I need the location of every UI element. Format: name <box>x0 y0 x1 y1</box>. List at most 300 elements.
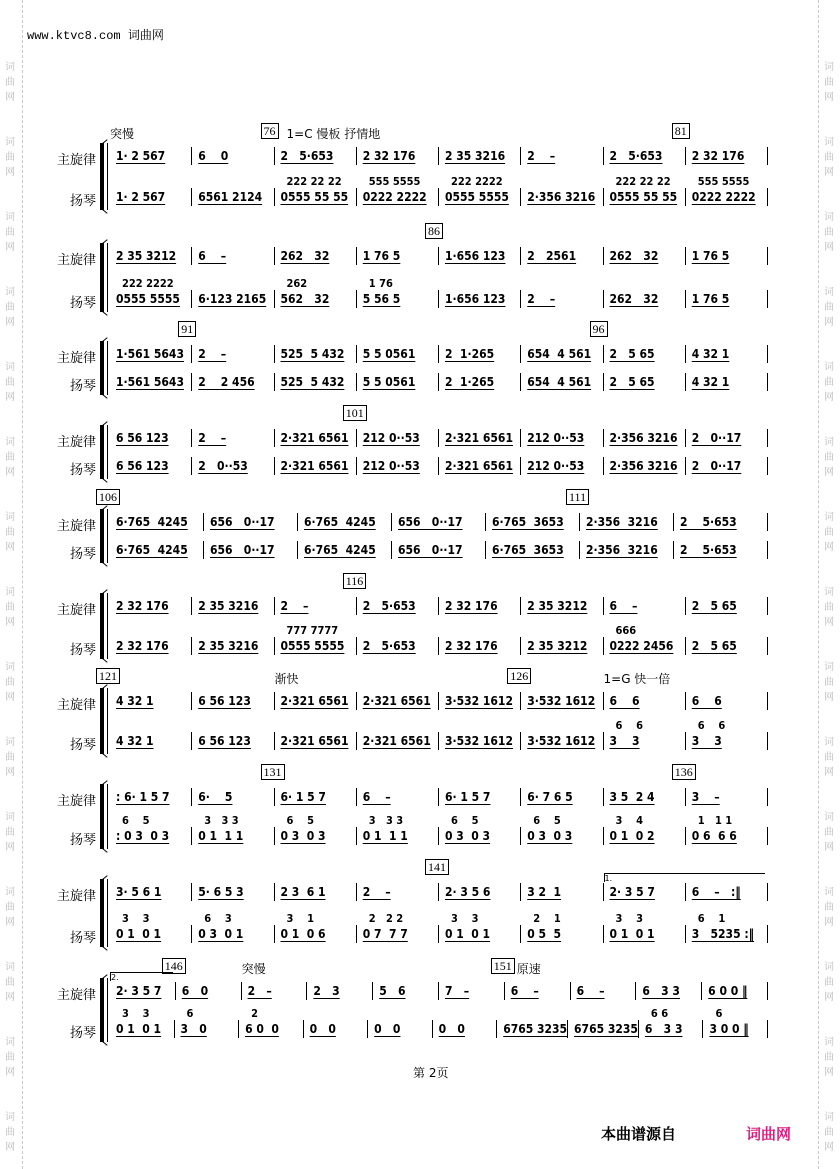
note-group: 5 5 0561 <box>362 347 416 361</box>
note-group: 2 5·653 <box>280 149 334 163</box>
measure <box>686 912 768 943</box>
measure <box>604 429 686 447</box>
staff-label-main: 主旋律 <box>56 794 96 809</box>
measure <box>439 912 521 943</box>
measure <box>192 597 274 615</box>
measure <box>604 883 686 901</box>
measure <box>521 814 603 845</box>
measure <box>110 883 192 901</box>
measure <box>486 513 580 531</box>
measure <box>192 788 274 806</box>
measure <box>686 373 768 391</box>
chord-notes: 2 1 <box>533 912 561 925</box>
watermark-text: 词曲网 <box>824 962 834 1003</box>
note-group: 3 0 <box>180 1022 207 1036</box>
staff-label-main: 主旋律 <box>56 988 96 1003</box>
chord-notes: 3 3 3 <box>368 814 404 827</box>
left-margin-line <box>22 0 23 1169</box>
note-group: 5 5 0561 <box>362 375 416 389</box>
note-group: 6· 5 <box>198 790 233 804</box>
measure <box>439 637 521 655</box>
measure <box>521 912 603 943</box>
measure <box>275 345 357 363</box>
note-group: 2· 3 5 7 <box>609 885 655 899</box>
staff-main-melody <box>110 247 768 265</box>
measure <box>686 692 768 710</box>
measure <box>176 982 242 1000</box>
measure <box>674 513 768 531</box>
measure <box>275 624 357 655</box>
measure <box>486 541 580 559</box>
note-group: 6·765 3653 <box>492 543 564 557</box>
watermark-text: 词曲网 <box>5 662 15 703</box>
chord-notes: 6 3 <box>204 912 232 925</box>
note-group: 656 0··17 <box>398 515 463 529</box>
measure <box>110 637 192 655</box>
note-group: 0 5 5 <box>527 927 562 941</box>
measure <box>521 637 603 655</box>
chord-notes: 3 3 <box>122 1007 150 1020</box>
staff-main-melody <box>110 788 768 806</box>
measure <box>686 814 768 845</box>
note-group: 0222 2222 <box>362 190 427 204</box>
note-group: 5 56 5 <box>362 292 401 306</box>
staff-yangqin <box>110 175 768 206</box>
chord-notes: 6 5 <box>122 814 150 827</box>
note-group: 2 5·653 <box>362 599 416 613</box>
measure <box>357 692 439 710</box>
staff-yangqin <box>110 912 768 943</box>
watermark-text: 词曲网 <box>5 212 15 253</box>
rehearsal-mark: 116 <box>343 573 367 589</box>
chord-notes: 222 22 22 <box>615 175 671 188</box>
measure <box>298 513 392 531</box>
measure <box>357 788 439 806</box>
note-group: 1 76 5 <box>691 249 730 263</box>
watermark-text: 词曲网 <box>824 212 834 253</box>
rehearsal-mark: 81 <box>672 123 690 139</box>
measure <box>604 345 686 363</box>
watermark-text: 词曲网 <box>5 512 15 553</box>
measure <box>521 147 603 165</box>
measure <box>686 345 768 363</box>
note-group: 2 2561 <box>527 249 577 263</box>
measure <box>110 277 192 308</box>
tempo-marking: 突慢 <box>241 962 266 976</box>
system-barline <box>107 784 108 849</box>
measure <box>439 982 505 1000</box>
measure <box>275 429 357 447</box>
measure <box>571 982 637 1000</box>
note-group: 5· 6 5 3 <box>198 885 244 899</box>
measure <box>521 788 603 806</box>
staff-yangqin <box>110 373 768 391</box>
measure <box>686 290 768 308</box>
note-group: 0 0 <box>438 1022 465 1036</box>
measure <box>604 247 686 265</box>
note-group: 3 3 <box>691 734 722 748</box>
measure <box>192 883 274 901</box>
watermark-text: 词曲网 <box>824 662 834 703</box>
chord-notes: 222 2222 <box>451 175 503 188</box>
measure <box>110 814 192 845</box>
chord-notes: 3 3 <box>615 912 644 925</box>
note-group: 2·321 6561 <box>280 734 349 748</box>
tempo-marking: 1=C 慢板 抒情地 <box>286 127 381 141</box>
measure <box>275 247 357 265</box>
rehearsal-mark: 136 <box>672 764 696 780</box>
measure <box>521 692 603 710</box>
measure <box>497 1020 568 1038</box>
measure <box>521 597 603 615</box>
note-group: 6 0 0 ‖ <box>708 984 748 998</box>
chord-notes: 6 1 <box>697 912 726 925</box>
measure <box>686 247 768 265</box>
staff-label-main: 主旋律 <box>56 435 96 450</box>
note-group: 6 – <box>198 249 227 263</box>
note-group: 656 0··17 <box>398 543 463 557</box>
note-group: 3 3 <box>609 734 640 748</box>
note-group: 3· 5 6 1 <box>116 885 162 899</box>
note-group: 656 0··17 <box>210 543 275 557</box>
note-group: 262 32 <box>609 249 659 263</box>
rehearsal-mark: 146 <box>162 958 186 974</box>
note-group: 3 5235 :‖ <box>691 927 755 941</box>
note-group: 2·356 3216 <box>586 515 658 529</box>
measure <box>686 429 768 447</box>
note-group: 3·532 1612 <box>527 734 596 748</box>
note-group: 2 35 3216 <box>198 599 259 613</box>
note-group: 2 35 3212 <box>116 249 177 263</box>
chord-notes: 3 3 3 <box>204 814 239 827</box>
note-group: 6 – <box>609 599 638 613</box>
measure <box>242 982 308 1000</box>
note-group: 2·321 6561 <box>362 694 431 708</box>
staff-main-melody <box>110 883 768 901</box>
measure <box>110 513 204 531</box>
watermark-text: 词曲网 <box>824 887 834 928</box>
watermark-text: 词曲网 <box>824 362 834 403</box>
measure <box>192 188 274 206</box>
note-group: 2·321 6561 <box>280 694 349 708</box>
note-group: 525 5 432 <box>280 375 345 389</box>
system-barline <box>107 425 108 479</box>
chord-notes: 3 1 <box>286 912 315 925</box>
note-group: 2 5 65 <box>691 599 737 613</box>
note-group: 2·321 6561 <box>445 459 513 473</box>
system-bracket <box>100 688 104 754</box>
note-group: 0 7 7 7 <box>362 927 408 941</box>
system-bracket <box>100 143 104 210</box>
note-group: 0 3 0 3 <box>445 829 491 843</box>
watermark-text: 词曲网 <box>824 437 834 478</box>
system-barline <box>107 143 108 210</box>
note-group: 6 3 3 <box>642 984 680 998</box>
note-group: 1 76 5 <box>362 249 401 263</box>
note-group: 2 5 65 <box>609 375 655 389</box>
note-group: 6 56 123 <box>116 431 169 445</box>
measure <box>604 290 686 308</box>
note-group: 2 – <box>247 984 272 998</box>
chord-notes: 6 6 <box>697 719 726 732</box>
chord-notes: 6 <box>715 1007 723 1020</box>
rehearsal-mark: 96 <box>590 321 608 337</box>
measure <box>674 541 768 559</box>
chord-notes: 2 2 2 <box>368 912 404 925</box>
rehearsal-mark: 126 <box>507 668 531 684</box>
note-group: 212 0··53 <box>362 431 420 445</box>
note-group: 1·656 123 <box>445 249 506 263</box>
note-group: 3·532 1612 <box>445 734 513 748</box>
measure <box>204 513 298 531</box>
measure <box>192 247 274 265</box>
staff-label-yangqin: 扬琴 <box>69 379 96 394</box>
note-group: 0 1 0 6 <box>280 927 326 941</box>
note-group: 2 5 65 <box>609 347 655 361</box>
note-group: 4 32 1 <box>116 694 154 708</box>
watermark-text: 词曲网 <box>824 512 834 553</box>
measure <box>192 345 274 363</box>
watermark-text: 词曲网 <box>5 587 15 628</box>
staff-label-yangqin: 扬琴 <box>69 463 96 478</box>
note-group: 6·123 2165 <box>198 292 267 306</box>
rehearsal-mark: 121 <box>96 668 120 684</box>
staff-label-yangqin: 扬琴 <box>69 296 96 311</box>
measure <box>275 883 357 901</box>
site-url[interactable]: www.ktvc8.com 词曲网 <box>27 29 164 43</box>
note-group: 6 6 <box>691 694 722 708</box>
measure <box>686 719 768 750</box>
note-group: 6561 2124 <box>198 190 263 204</box>
measure <box>357 247 439 265</box>
note-group: 3·532 1612 <box>527 694 596 708</box>
measure <box>686 175 768 206</box>
measure <box>439 429 521 447</box>
staff-yangqin <box>110 814 768 845</box>
system-barline <box>107 509 108 563</box>
chord-notes: 222 2222 <box>122 277 174 290</box>
note-group: 2 35 3216 <box>198 639 259 653</box>
note-group: 6·765 3653 <box>492 515 564 529</box>
measure <box>110 345 192 363</box>
note-group: 0 0 <box>309 1022 336 1036</box>
note-group: 6765 3235 <box>574 1022 638 1036</box>
watermark-text: 词曲网 <box>824 287 834 328</box>
measure <box>686 883 768 901</box>
note-group: 5 6 <box>379 984 406 998</box>
tempo-marking: 原速 <box>516 962 541 976</box>
note-group: 2 – <box>527 149 556 163</box>
note-group: 6 0 <box>181 984 209 998</box>
note-group: 6 3 3 <box>644 1022 683 1036</box>
measure <box>110 692 192 710</box>
measure <box>357 277 439 308</box>
measure <box>439 732 521 750</box>
staff-label-main: 主旋律 <box>56 153 96 168</box>
system-barline <box>107 879 108 947</box>
note-group: 2 32 176 <box>116 599 169 613</box>
note-group: 6 – <box>510 984 539 998</box>
measure <box>204 541 298 559</box>
note-group: 6 – <box>576 984 605 998</box>
measure <box>439 814 521 845</box>
measure <box>298 541 392 559</box>
note-group: 2 35 3216 <box>445 149 506 163</box>
note-group: 2 – <box>527 292 556 306</box>
note-group: 0222 2456 <box>609 639 674 653</box>
rehearsal-mark: 151 <box>491 958 515 974</box>
staff-main-melody <box>110 345 768 363</box>
staff-main-melody <box>110 692 768 710</box>
note-group: 6 0 0 <box>245 1022 279 1036</box>
note-group: 6765 3235 <box>503 1022 568 1036</box>
measure <box>357 457 439 475</box>
system-bracket <box>100 341 104 395</box>
measure <box>275 147 357 165</box>
staff-label-main: 主旋律 <box>56 603 96 618</box>
measure <box>275 912 357 943</box>
rehearsal-mark: 91 <box>178 321 196 337</box>
staff-main-melody <box>110 597 768 615</box>
note-group: 3 – <box>691 790 720 804</box>
note-group: 0555 55 55 <box>280 190 349 204</box>
staff-label-main: 主旋律 <box>56 351 96 366</box>
staff-main-melody <box>110 982 768 1000</box>
measure <box>521 883 603 901</box>
note-group: 2 5·653 <box>680 543 737 557</box>
system-barline <box>107 243 108 312</box>
note-group: 525 5 432 <box>280 347 345 361</box>
note-group: 6· 1 5 7 <box>280 790 326 804</box>
note-group: 4 32 1 <box>691 375 730 389</box>
measure <box>392 541 486 559</box>
note-group: 6 56 123 <box>198 694 251 708</box>
measure <box>521 732 603 750</box>
chord-notes: 1 1 1 <box>697 814 733 827</box>
staff-main-melody <box>110 429 768 447</box>
chord-notes: 222 22 22 <box>286 175 342 188</box>
measure <box>239 1007 304 1038</box>
measure <box>357 883 439 901</box>
chord-notes: 6 5 <box>533 814 561 827</box>
measure <box>110 982 176 1000</box>
note-group: 0 0 <box>374 1022 401 1036</box>
note-group: 656 0··17 <box>210 515 275 529</box>
staff-yangqin <box>110 457 768 475</box>
watermark-text: 词曲网 <box>5 137 15 178</box>
measure <box>439 247 521 265</box>
note-group: 654 4 561 <box>527 375 592 389</box>
note-group: 3·532 1612 <box>445 694 513 708</box>
note-group: 0 1 1 1 <box>362 829 408 843</box>
note-group: 2 3 <box>313 984 340 998</box>
measure <box>192 373 274 391</box>
note-group: 2· 3 5 7 <box>116 984 162 998</box>
note-group: : 6· 1 5 7 <box>116 790 170 804</box>
chord-notes: 6 5 <box>451 814 479 827</box>
brand-link[interactable]: 词曲网 <box>746 1125 792 1143</box>
note-group: 2 – <box>198 431 227 445</box>
note-group: 0 3 0 3 <box>527 829 573 843</box>
measure <box>357 373 439 391</box>
note-group: 2·356 3216 <box>609 459 678 473</box>
measure <box>110 732 192 750</box>
measure <box>110 912 192 943</box>
measure <box>275 373 357 391</box>
note-group: 262 32 <box>280 249 330 263</box>
measure <box>636 982 702 1000</box>
watermark-text: 词曲网 <box>5 287 15 328</box>
rehearsal-mark: 86 <box>425 223 443 239</box>
note-group: 0 1 0 1 <box>445 927 491 941</box>
watermark-text: 词曲网 <box>5 62 15 103</box>
staff-label-yangqin: 扬琴 <box>69 643 96 658</box>
rehearsal-mark: 141 <box>425 859 449 875</box>
measure <box>357 175 439 206</box>
note-group: 2 32 176 <box>362 149 416 163</box>
watermark-text: 词曲网 <box>5 1112 15 1153</box>
note-group: 2·356 3216 <box>609 431 678 445</box>
rehearsal-mark: 76 <box>261 123 279 139</box>
measure <box>686 147 768 165</box>
rehearsal-mark: 101 <box>343 405 367 421</box>
watermark-text: 词曲网 <box>824 1112 834 1153</box>
measure <box>604 597 686 615</box>
measure <box>192 290 274 308</box>
measure <box>439 457 521 475</box>
measure <box>110 597 192 615</box>
system-bracket <box>100 978 104 1042</box>
watermark-text: 词曲网 <box>824 587 834 628</box>
staff-label-yangqin: 扬琴 <box>69 194 96 209</box>
measure <box>568 1020 639 1038</box>
measure <box>357 814 439 845</box>
chord-notes: 555 5555 <box>368 175 421 188</box>
note-group: 0 1 0 1 <box>116 927 162 941</box>
note-group: 2·321 6561 <box>280 459 349 473</box>
note-group: 2 0··17 <box>691 459 742 473</box>
measure <box>521 457 603 475</box>
measure <box>192 147 274 165</box>
staff-yangqin <box>110 541 768 559</box>
measure <box>439 788 521 806</box>
measure <box>521 429 603 447</box>
note-group: 212 0··53 <box>362 459 420 473</box>
measure <box>439 290 521 308</box>
note-group: 4 32 1 <box>116 734 154 748</box>
note-group: 654 4 561 <box>527 347 592 361</box>
system-barline <box>107 978 108 1042</box>
measure <box>521 373 603 391</box>
note-group: 2·356 3216 <box>586 543 658 557</box>
note-group: 0 1 0 2 <box>609 829 655 843</box>
measure <box>192 692 274 710</box>
measure <box>373 982 439 1000</box>
measure <box>439 373 521 391</box>
note-group: 2 32 176 <box>445 639 498 653</box>
measure <box>110 541 204 559</box>
measure <box>368 1020 433 1038</box>
note-group: 0222 2222 <box>691 190 756 204</box>
system-bracket <box>100 784 104 849</box>
staff-yangqin <box>110 277 768 308</box>
note-group: 2 1·265 <box>445 347 495 361</box>
measure <box>110 188 192 206</box>
note-group: 262 32 <box>609 292 659 306</box>
chord-notes: 777 7777 <box>286 624 339 637</box>
note-group: 6·765 4245 <box>304 543 376 557</box>
volta-bracket: 1. <box>604 873 766 882</box>
